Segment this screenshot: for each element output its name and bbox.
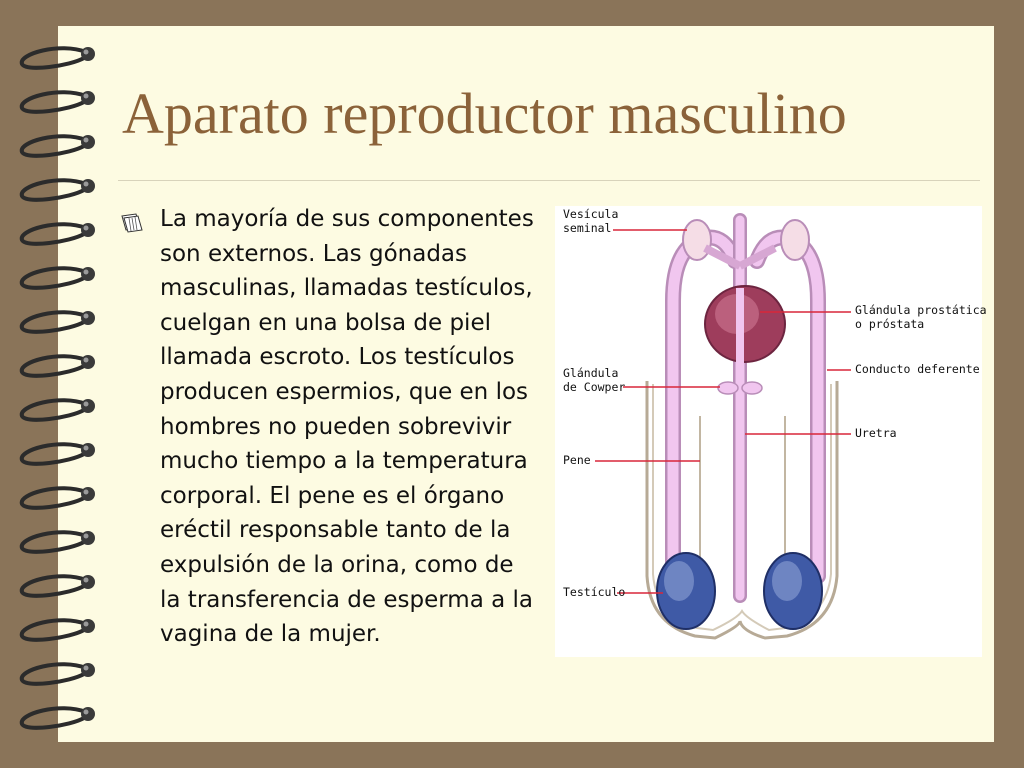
spiral-ring	[22, 708, 86, 728]
spiral-hole-highlight	[84, 50, 89, 55]
spiral-hole-highlight	[84, 270, 89, 275]
spiral-ring	[22, 664, 86, 684]
spiral-ring	[22, 268, 86, 288]
spiral-hole	[81, 91, 95, 105]
spiral-hole	[81, 267, 95, 281]
spiral-ring	[22, 356, 86, 376]
spiral-hole-highlight	[84, 182, 89, 187]
label-prostata-1: Glándula prostática	[855, 303, 987, 317]
spiral-hole	[81, 135, 95, 149]
label-vesicula-1: Vesícula	[563, 207, 619, 221]
spiral-hole	[81, 355, 95, 369]
spiral-ring	[22, 224, 86, 244]
spiral-hole	[81, 663, 95, 677]
spiral-hole	[81, 707, 95, 721]
spiral-hole-highlight	[84, 402, 89, 407]
spiral-hole-highlight	[84, 490, 89, 495]
label-uretra: Uretra	[855, 426, 897, 440]
spiral-ring	[22, 576, 86, 596]
spiral-ring	[22, 92, 86, 112]
spiral-hole-highlight	[84, 666, 89, 671]
spiral-hole-highlight	[84, 622, 89, 627]
spiral-ring	[22, 136, 86, 156]
spiral-hole	[81, 223, 95, 237]
spiral-hole-highlight	[84, 534, 89, 539]
spiral-hole	[81, 487, 95, 501]
spiral-hole-highlight	[84, 314, 89, 319]
spiral-hole-highlight	[84, 578, 89, 583]
spiral-ring	[22, 620, 86, 640]
spiral-hole	[81, 575, 95, 589]
label-conducto: Conducto deferente	[855, 362, 980, 376]
bullet-text: La mayoría de sus componentes son externos. Las gónadas masculinas, llamadas testículos, cuelgan en una bolsa de piel llamada escroto. Los testículos producen espermios, que en los hombres no pueden sobrevivir mucho tiempo a la temperatura corporal. El pene es el órgano eréctil responsable tanto de la expulsión de la orina, como de la transferencia de esperma a la vagina de la mujer.	[160, 206, 534, 648]
spiral-ring	[22, 312, 86, 332]
label-cowper-1: Glándula	[563, 366, 619, 380]
spiral-hole	[81, 311, 95, 325]
notebook-icon	[118, 212, 146, 234]
label-vesicula-2: seminal	[563, 221, 612, 235]
spiral-ring	[22, 180, 86, 200]
spiral-hole-highlight	[84, 446, 89, 451]
spiral-binding	[0, 0, 110, 768]
spiral-hole	[81, 443, 95, 457]
label-pene: Pene	[563, 453, 591, 467]
label-cowper-2: de Cowper	[563, 380, 626, 394]
label-prostata-2: o próstata	[855, 317, 925, 331]
spiral-ring	[22, 400, 86, 420]
spiral-hole-highlight	[84, 226, 89, 231]
title-divider	[118, 180, 980, 181]
spiral-hole	[81, 619, 95, 633]
spiral-hole	[81, 531, 95, 545]
spiral-hole-highlight	[84, 138, 89, 143]
spiral-hole-highlight	[84, 358, 89, 363]
slide-title: Aparato reproductor masculino	[122, 81, 847, 146]
spiral-hole	[81, 179, 95, 193]
spiral-hole-highlight	[84, 710, 89, 715]
spiral-hole	[81, 399, 95, 413]
spiral-hole-highlight	[84, 94, 89, 99]
anatomy-diagram	[555, 206, 987, 657]
spiral-hole	[81, 47, 95, 61]
spiral-ring	[22, 444, 86, 464]
label-testiculo: Testículo	[563, 585, 626, 599]
spiral-ring	[22, 48, 86, 68]
spiral-ring	[22, 532, 86, 552]
spiral-ring	[22, 488, 86, 508]
